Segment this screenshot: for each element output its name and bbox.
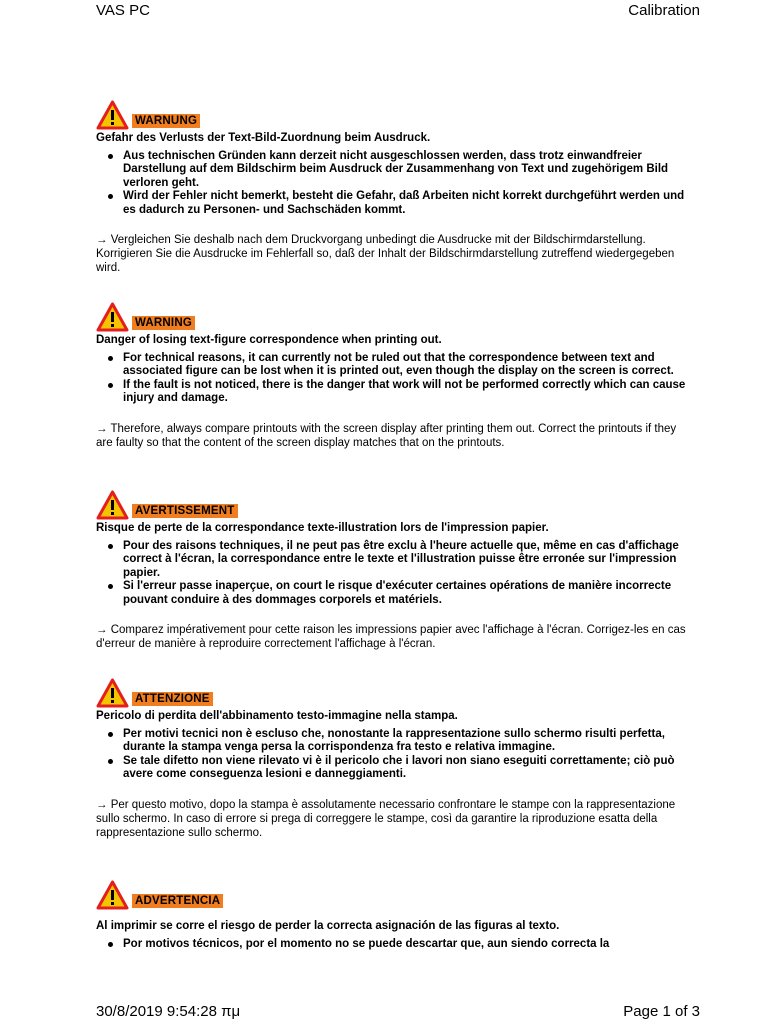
warning-bullets [96,352,686,406]
warning-sign [96,302,686,332]
warning-sign [96,490,686,520]
warning-label: AVERTISSEMENT [132,504,238,518]
list-item: If the fault is not noticed, there is the danger that work will not be performed correctly which can cause injury and damage. [123,379,686,406]
list-item: Si l'erreur passe inaperçue, on court le risque d'exécuter certaines opérations de manière incorrecte pouvant conduire à des dommages corporels et matériels. [123,580,686,607]
page-header [0,1,768,23]
list-item: Aus technischen Gründen kann derzeit nicht ausgeschlossen werden, dass trotz einwandfreier Darstellung auf dem Bildschirm beim Ausdruck der Zusammenhang von Text und zugehörigem Bild verloren geht. [123,150,686,191]
list-item: Se tale difetto non viene rilevato vi è il pericolo che i lavori non siano eseguiti correttamente; ciò può avere come conseguenza lesioni e danneggiamenti. [123,755,686,782]
list-item: Pour des raisons techniques, il ne peut pas être exclu à l'heure actuelle que, même en cas d'affichage correct à l'écran, la correspondance entre le texte et l'illustration puisse être erronée sur l'impression papier. [123,540,686,581]
list-item: For technical reasons, it can currently not be ruled out that the correspondence between text and associated figure can be lost when it is printed out, even though the display on the screen is correct. [123,352,686,379]
warning-block-en [96,302,686,450]
header-section-title: Calibration [628,2,700,19]
warning-block-fr [96,490,686,651]
warning-triangle-icon [96,490,129,520]
warning-lead: Pericolo di perdita dell'abbinamento testo-immagine nella stampa. [96,710,458,722]
warning-label: WARNUNG [132,114,200,128]
warning-sign [96,100,686,130]
warning-block-de [96,100,686,275]
footer-timestamp: 30/8/2019 9:54:28 πμ [96,1003,241,1020]
warning-label: ADVERTENCIA [132,894,223,908]
warning-triangle-icon [96,880,129,910]
warning-label: ATTENZIONE [132,692,213,706]
warning-sign [96,880,686,910]
warning-triangle-icon [96,302,129,332]
warning-bullets [96,938,686,952]
warning-triangle-icon [96,100,129,130]
warning-note: → Per questo motivo, dopo la stampa è assolutamente necessario confrontare le stampe con la rappresentazione sullo schermo. In caso di errore si prega di correggere le stampe, così da garantire la riproduzione esatta della rappresentazione sullo schermo. [96,798,676,839]
footer-page-number: Page 1 of 3 [623,1003,700,1020]
warning-bullets [96,540,686,608]
warning-bullets [96,150,686,218]
warning-block-es [96,880,686,951]
warning-lead: Gefahr des Verlusts der Text-Bild-Zuordnung beim Ausdruck. [96,132,431,144]
warning-lead: Danger of losing text-figure correspondence when printing out. [96,334,442,346]
warning-lead: Al imprimir se corre el riesgo de perder la correcta asignación de las figuras al texto. [96,920,560,932]
list-item: Per motivi tecnici non è escluso che, nonostante la rappresentazione sullo schermo risulti perfetta, durante la stampa venga persa la corrispondenza fra testo e relativa immagine. [123,728,686,755]
warning-lead: Risque de perte de la correspondance texte-illustration lors de l'impression papier. [96,522,549,534]
warning-bullets [96,728,686,782]
warning-note: → Therefore, always compare printouts with the screen display after printing them out. Correct the printouts if they are faulty so that the content of the screen display matches that on the printouts. [96,422,677,449]
warning-note: → Comparez impérativement pour cette raison les impressions papier avec l'affichage à l'écran. Corrigez-les en cas d'erreur de manière à reproduire correctement l'affichage à l'écran. [96,624,686,650]
warning-label: WARNING [132,316,195,330]
header-app-title: VAS PC [96,2,150,19]
list-item: Wird der Fehler nicht bemerkt, besteht die Gefahr, daß Arbeiten nicht korrekt durchgeführt werden und es dadurch zu Personen- und Sachschäden kommt. [123,190,686,217]
list-item: Por motivos técnicos, por el momento no se puede descartar que, aun siendo correcta la [123,938,686,952]
warning-note: → Vergleichen Sie deshalb nach dem Druckvorgang unbedingt die Ausdrucke mit der Bildschirmdarstellung. Korrigieren Sie die Ausdrucke im Fehlerfall so, daß der Inhalt der Bildschirmdarstellung zutreffend wiedergegeben wird. [96,234,675,274]
warning-sign [96,678,686,708]
warning-triangle-icon [96,678,129,708]
warning-block-it [96,678,686,840]
